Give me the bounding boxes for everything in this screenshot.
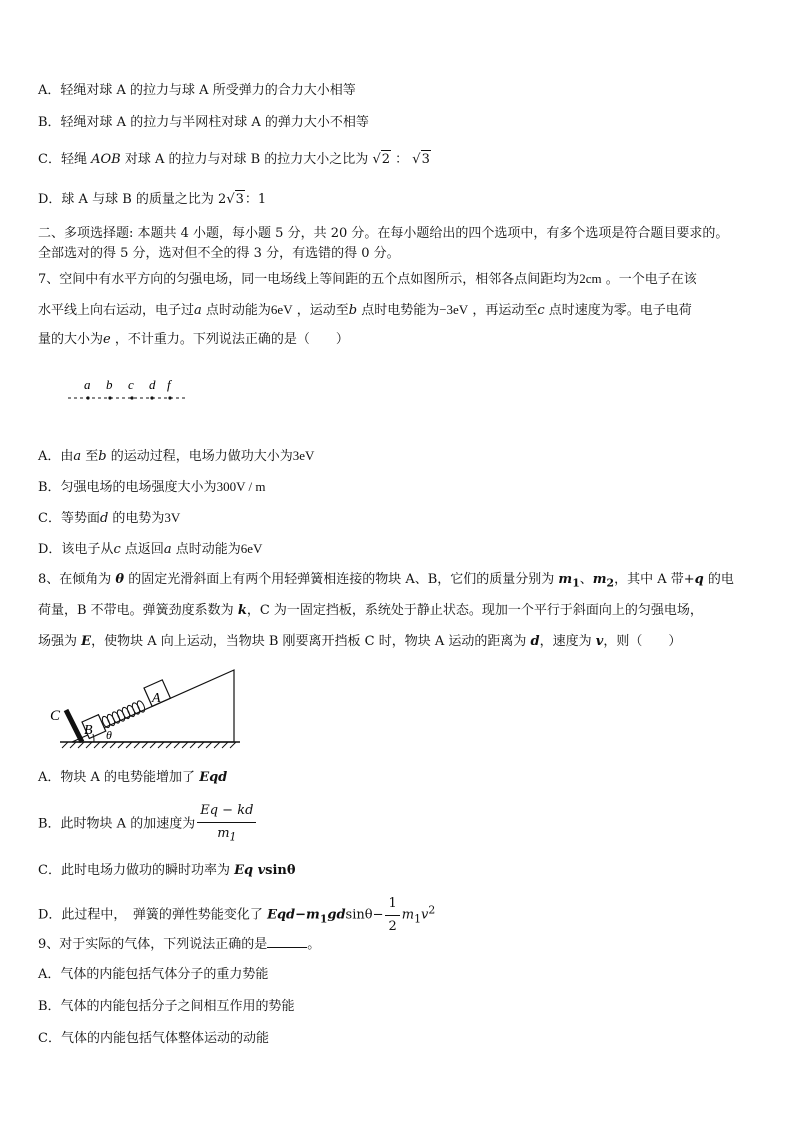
q7-opta-a: A．由 (38, 449, 74, 464)
q7-stem-line1 (38, 270, 764, 289)
q8-stem-line3 (38, 633, 764, 651)
q7-label-f: f (167, 377, 171, 392)
q7-field-line-figure (66, 376, 196, 406)
q7-opta-value: 3eV (292, 448, 315, 463)
q6-option-c-var: AOB (91, 152, 121, 167)
q8-option-c (38, 862, 764, 880)
q7-l1-a: 7、空间中有水平方向的匀强电场，同一电场线上等间距的五个点如图所示，相邻各点间距均为 (38, 272, 580, 287)
q7-l2-c: ，运动至 (292, 303, 349, 318)
q8-label-b: B (84, 723, 93, 738)
q6-optd-sqrt3: √3 (226, 192, 244, 207)
q7-opta-c: 的运动过程，电场力做功大小为 (106, 449, 293, 464)
q7-opta-b: 至 (81, 449, 99, 464)
q8-l1-c: 、 (579, 572, 593, 587)
q7-point-a (86, 396, 89, 399)
q7-option-d (38, 540, 764, 559)
q8-optd-eqd: Eqd (267, 907, 296, 923)
q8-optd-m-sub: 1 (414, 912, 421, 926)
q8-incline-figure (44, 666, 244, 750)
q8-optd-sin: sinθ− (345, 907, 384, 923)
section2-line2 (38, 245, 764, 263)
q6-sqrt2: √2 (372, 152, 391, 167)
q7-l2-e: ，再运动至 (468, 303, 538, 318)
q7-l2-pe: −3eV (439, 302, 469, 317)
q9-optb-text: B．气体的内能包括分子之间相互作用的势能 (38, 999, 295, 1014)
q8-optd-gd: gd (327, 907, 346, 923)
q8-spring (101, 700, 146, 729)
q9-opta-text: A．气体的内能包括气体分子的重力势能 (38, 967, 269, 982)
q8-plate-c (66, 710, 82, 742)
q8-label-a: A (152, 691, 161, 706)
q7-optd-a: D．该电子从 (38, 542, 114, 557)
q8-l2-a: 荷量，B 不带电。弹簧劲度系数为 (38, 603, 238, 618)
q7-l3-a: 量的大小为 (38, 332, 104, 347)
q6-option-c (38, 150, 764, 169)
q8-l3-a: 场强为 (38, 634, 82, 649)
q7-optc-pd: d (99, 511, 109, 526)
q8-opta-a: A．物块 A 的电势能增加了 (38, 770, 200, 785)
q8-optd-frac-den: 2 (388, 919, 397, 934)
q7-stem-line3 (38, 331, 764, 349)
q7-l2-point-c: c (537, 303, 545, 318)
q8-l3-e: ，则（ ） (603, 634, 682, 649)
q9-option-b (38, 998, 764, 1016)
q8-l1-theta: θ (115, 572, 125, 587)
q7-optb-a: B．匀强电场的电场强度大小为 (38, 480, 217, 495)
q8-l2-k: k (237, 603, 247, 618)
q7-point-b (108, 396, 111, 399)
q8-optb-fraction (197, 800, 256, 849)
q7-point-f (168, 396, 171, 399)
q7-optc-a: C．等势面 (38, 511, 100, 526)
q8-l3-v: v (595, 634, 604, 649)
q8-optd-m1: −m (295, 907, 320, 923)
q7-option-c (38, 509, 764, 528)
q6-option-c-mid: 对球 A 的拉力与对球 B 的拉力大小之比为 (120, 152, 373, 167)
q6-sqrt3: √3 (412, 152, 430, 167)
q7-point-c (130, 396, 133, 399)
q9-option-c (38, 1030, 764, 1048)
q7-opta-pa: a (73, 449, 82, 464)
q8-l1-q: q (694, 572, 704, 587)
q7-label-a: a (84, 377, 91, 392)
q8-l1-m1: m (558, 572, 573, 587)
q8-optd-m: m (401, 907, 415, 923)
q7-l3-e: e (103, 332, 111, 347)
q8-optb-den-m: m (217, 826, 230, 841)
q8-optd-fraction (385, 893, 399, 938)
q6-option-b-text: B．轻绳对球 A 的拉力与半网柱对球 A 的弹力大小不相等 (38, 115, 369, 130)
q8-l3-b: ，使物块 A 向上运动，当物块 B 刚要离开挡板 C 时，物块 A 运动的距离为 (91, 634, 531, 649)
q6-option-d-suffix: ：1 (244, 192, 267, 207)
q7-label-b: b (106, 377, 113, 392)
q8-opta-value: Eqd (199, 770, 228, 785)
q6-option-c-sep: ： (391, 152, 413, 167)
q7-l2-d: 点时电势能为 (357, 303, 440, 318)
q8-optb-numerator: Eq − kd (197, 800, 256, 823)
q6-option-d-prefix: D．球 A 与球 B 的质量之比为 2 (38, 192, 227, 207)
q6-option-b (38, 114, 764, 132)
q6-sqrt3-radicand: 3 (421, 152, 430, 167)
q6-option-d (38, 190, 764, 209)
q7-optd-pa: a (163, 542, 172, 557)
q6-sqrt2-radicand: 2 (381, 152, 391, 167)
section2-line1-text: 二、多项选择题: 本题共 4 小题，每小题 5 分，共 20 分。在每小题给出的四个选项中，有多个选项是符合题目要求的。 (38, 226, 729, 241)
q8-optd-a: D．此过程中， 弹簧的弹性势能变化了 (38, 907, 268, 923)
q7-l2-b: 点时动能为 (201, 303, 271, 318)
q7-stem-line2 (38, 301, 764, 320)
q6-optd-sqrt3-radicand: 3 (235, 192, 244, 207)
q8-l3-c: ，速度为 (539, 634, 596, 649)
section2-line1 (38, 225, 764, 243)
q8-label-c: C (50, 708, 61, 724)
q7-l2-point-b: b (348, 303, 358, 318)
q8-optb-den-sub: 1 (229, 830, 237, 844)
q7-l2-f: 点时速度为零。电子电荷 (544, 303, 692, 318)
q7-label-d: d (149, 377, 156, 392)
q8-optd-v-sup: 2 (428, 903, 436, 917)
q6-option-c-prefix: C．轻绳 (38, 152, 92, 167)
q8-optc-value: Eq v (234, 863, 266, 878)
q6-option-a (38, 82, 764, 100)
q9-option-a (38, 966, 764, 984)
q7-label-c: c (128, 377, 134, 392)
q8-stem-line2 (38, 602, 764, 620)
q7-l1-c: 。一个电子在该 (601, 272, 697, 287)
q8-optd-frac-num: 1 (385, 893, 399, 916)
q7-optd-pc: c (113, 542, 121, 557)
section2-line2-text: 全部选对的得 5 分，选对但不全的得 3 分，有选错的得 0 分。 (38, 246, 400, 261)
q7-l1-spacing: 2cm (579, 271, 602, 286)
q7-opta-pb: b (98, 449, 107, 464)
q7-l2-a: 水平线上向右运动，电子过 (38, 303, 195, 318)
q7-option-a (38, 447, 764, 466)
q7-optc-b: 的电势为 (108, 511, 165, 526)
q9-answer-blank[interactable] (267, 935, 307, 948)
q8-option-b (38, 800, 764, 849)
q9-stem-end: 。 (307, 937, 321, 952)
q8-l3-d: d (530, 634, 540, 649)
q8-optc-a: C．此时电场力做功的瞬时功率为 (38, 863, 235, 878)
q8-l1-d: ，其中 A 带+ (614, 572, 695, 587)
q8-option-a (38, 769, 764, 787)
q8-l3-E: E (81, 634, 92, 649)
q8-l1-e: 的电 (703, 572, 734, 587)
q8-l1-b: 的固定光滑斜面上有两个用轻弹簧相连接的物块 A、B，它们的质量分别为 (124, 572, 559, 587)
q7-optd-value: 6eV (240, 541, 263, 556)
q8-optd-v: v (420, 907, 429, 923)
q8-optb-denominator (197, 823, 256, 849)
q7-l2-point-a: a (194, 303, 202, 318)
q8-optc-sin: sinθ (265, 863, 296, 878)
q8-l1-m1-sub: 1 (572, 576, 580, 590)
q9-stem (38, 935, 764, 954)
q8-ground-hatch (62, 742, 236, 748)
q8-option-d (38, 893, 764, 938)
q7-optd-c: 点时动能为 (171, 542, 241, 557)
q8-stem-line1 (38, 571, 764, 593)
q8-l2-b: ，C 为一固定挡板，系统处于静止状态。现加一个平行于斜面向上的匀强电场， (246, 603, 703, 618)
q7-point-d (150, 396, 153, 399)
q8-optb-a: B．此时物块 A 的加速度为 (38, 816, 196, 832)
q7-optb-value: 300V / m (216, 479, 266, 494)
q7-option-b (38, 478, 764, 497)
q8-l1-m2-sub: 2 (606, 576, 615, 590)
q8-l1-m2: m (592, 572, 607, 587)
q8-label-theta: θ (106, 728, 112, 742)
q6-option-a-text: A．轻绳对球 A 的拉力与球 A 所受弹力的合力大小相等 (38, 83, 356, 98)
q7-optd-b: 点返回 (120, 542, 164, 557)
q7-l2-ke: 6eV (270, 302, 293, 317)
q8-optd-m1-sub: 1 (319, 912, 328, 926)
q8-l1-a: 8、在倾角为 (38, 572, 116, 587)
q9-optc-text: C．气体的内能包括气体整体运动的动能 (38, 1031, 269, 1046)
q7-l3-b: ，不计重力。下列说法正确的是（ ） (110, 332, 349, 347)
q9-stem-text: 9、对于实际的气体，下列说法正确的是 (38, 937, 268, 952)
q7-optc-value: 3V (164, 510, 181, 525)
